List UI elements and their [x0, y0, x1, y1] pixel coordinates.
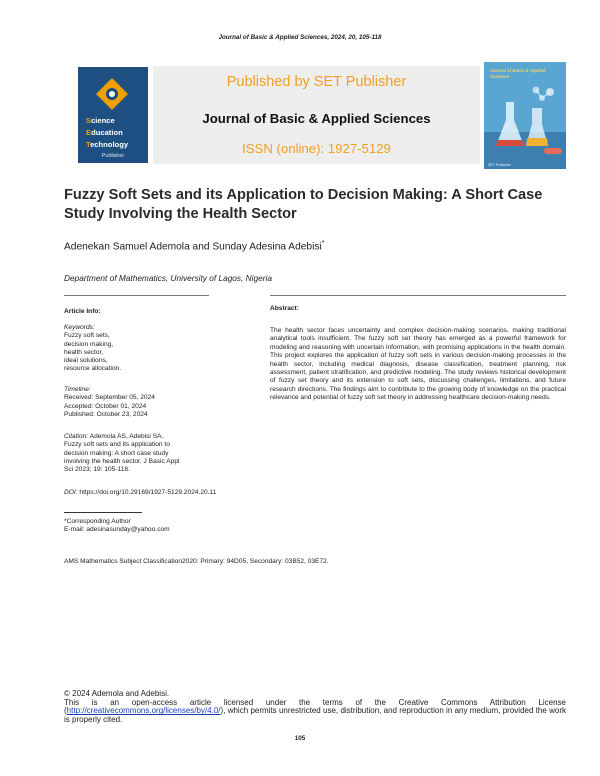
license-block: © 2024 Ademola and Adebisi. This is an open-access article licensed under the terms of the Creative Commons Attribution License (http://creativecommons.org/licenses/by/4.0/), which permits unrestricted use, distribution, and reproduction in any medium, provided the work is properly cited. [64, 689, 566, 724]
accepted-date: Accepted: October 01, 2024 [64, 402, 147, 410]
abstract-heading: Abstract: [270, 305, 299, 312]
logo-publisher-label: Publisher [101, 153, 125, 159]
citation-label: Citation: [64, 433, 89, 440]
corresponding-author: *Corresponding Author [64, 518, 131, 525]
author-list: Adenekan Samuel Ademola and Sunday Adesina Adebisi* [64, 240, 325, 253]
logo-line-education: Education [86, 128, 123, 137]
timeline-label: Timeline: [64, 386, 91, 393]
cover-footer: SET Publisher [488, 163, 511, 167]
divider-right [270, 295, 566, 296]
abstract-text: The health sector faces uncertainty and complex decision-making scenarios, making traditional analytical tools insufficient. The fuzzy soft set theory has emerged as a powerful framework for modeling and reasoning with uncertain information, with promising applications in the health domain. This project explores the application of fuzzy soft sets in various decision-making processes in the health sector, including medical diagnosis, disease classification, treatment planning, risk assessment, patient stratification, and predictive modeling. The study reviews historical development of fuzzy set theory and its extension to soft sets, discussing challenges, limitations, and future research directions. The findings aim to contribute to the growing body of knowledge on the practical relevance and potential of fuzzy soft set theory in addressing healthcare decision-making needs. [270, 327, 566, 402]
journal-cover-image [484, 62, 566, 169]
keyword-item: decision making, [64, 340, 114, 348]
keywords-label: Keywords: [64, 324, 95, 331]
banner-issn: ISSN (online): 1927-5129 [242, 141, 391, 156]
diamond-icon [95, 77, 129, 111]
published-date: Published: October 23, 2024 [64, 410, 148, 418]
keywords-block [64, 324, 214, 374]
footnote-divider [64, 512, 142, 513]
banner-publisher: Published by SET Publisher [226, 74, 407, 90]
citation-block: Citation: Ademola AS, Adebisi SA. Fuzzy soft sets and its application to decision making: A short case study involving the health sector. J Basic Appl Sci 2023; 19: 105-118. [64, 433, 180, 474]
article-title: Fuzzy Soft Sets and its Application to Decision Making: A Short Case Study Involving the Health Sector [64, 187, 543, 222]
doi-link[interactable]: https://doi.org/10.29169/1927-5129.2024.20.11 [79, 489, 217, 496]
article-info-heading: Article Info: [64, 308, 101, 315]
msc-classification: AMS Mathematics Subject Classification2020: Primary: 94D05, Secondary: 03B52, 03E72. [64, 558, 329, 565]
received-date: Received: September 05, 2024 [64, 394, 155, 402]
keyword-item: ideal solutions, [64, 357, 108, 365]
divider-left [64, 295, 209, 296]
logo-line-technology: Technology [86, 140, 129, 149]
timeline-block [64, 386, 214, 419]
license-link[interactable]: http://creativecommons.org/licenses/by/4.0/ [66, 706, 221, 716]
doi-block [64, 489, 264, 497]
corresponding-mark: * [321, 240, 325, 247]
corresponding-email: E-mail: adesinasunday@yahoo.com [64, 526, 170, 534]
footnote-block [64, 518, 264, 535]
banner-journal-title: Journal of Basic & Applied Sciences [202, 111, 431, 126]
keyword-item: Fuzzy soft sets, [64, 332, 110, 340]
running-header: Journal of Basic & Applied Sciences, 2024, 20, 105-118 [218, 34, 382, 41]
publisher-logo [78, 67, 148, 163]
logo-line-science: Science [86, 116, 115, 125]
affiliation: Department of Mathematics, University of Lagos, Nigeria [64, 273, 272, 283]
keyword-item: health sector, [64, 348, 104, 356]
copyright-line: © 2024 Ademola and Adebisi. [64, 689, 170, 698]
page-number: 105 [294, 735, 306, 742]
cover-title: Journal of Basic & Applied Sciences [490, 68, 546, 79]
doi-label: DOI: [64, 489, 78, 496]
keyword-item: resource allocation. [64, 365, 122, 373]
